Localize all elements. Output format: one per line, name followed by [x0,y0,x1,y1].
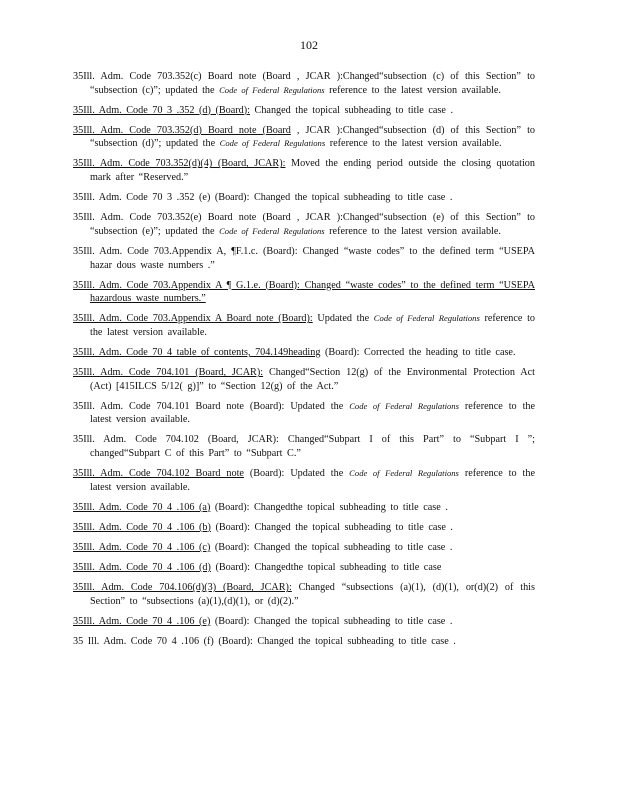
entry-text: 35Ill. Adm. Code 704.102 (Board, JCAR): Changed“Subpart I of this Part” to “Subpart I ”; changed“Subpart C of this Part” to “Subpart C.” [73,434,535,460]
amendment-entry [73,104,535,118]
entry-text: Changed“Section 12(g) of the Environmental Protection Act (Act) [415ILCS 5/12( g)]” to “Section 12(g) of the Act.” [90,367,536,392]
entry-text: 35Ill. Adm. Code 703.352(e) Board note (Board , JCAR ):Changed“subsection (e) of this Section” to “subsection (e)”; updated the [73,212,535,237]
amendment-entry [73,279,535,306]
amendment-entry [73,70,535,97]
entry-text: (Board): Changed the topical subheading to title case . [210,542,453,554]
entry-text: 35Ill. Adm. Code 703.Appendix A, ¶F.1.c. (Board): Changed “waste codes” to the defined term “USEPA hazar dous waste numbers .” [73,245,535,271]
underlined-text: 35Ill. Adm. Code 703.352(d)(4) (Board, JCAR): [73,158,286,170]
cfr-citation: Code of Federal Regulations [219,84,325,95]
entry-text: reference to the latest version available. [90,468,535,493]
entry-text: (Board): Changed the topical subheading to title case . [210,615,453,627]
underlined-text: 35Ill. Adm. Code 704.106(d)(3) (Board, JCAR): [73,582,292,594]
amendment-entry [73,501,535,515]
entry-text: (Board): Updated the [243,468,350,480]
underlined-text: 35Ill. Adm. Code 70 4 .106 (d) [73,562,211,574]
underlined-text: 35Ill. Adm. Code 704.102 Board note [73,468,244,480]
underlined-text: 35Ill. Adm. Code 703.352(d) Board note (Board [73,124,291,136]
entry-text: 35Ill. Adm. Code 704.101 Board note (Board): Updated the [73,400,350,412]
entry-text: reference to the latest version available. [325,138,502,150]
cfr-citation: Code of Federal Regulations [219,225,325,236]
entry-text: (Board): Corrected the heading to title case. [320,347,516,358]
entry-text: Changed “subsections (a)(1), (d)(1), or(d)(2) of this Section” to “subsections (a)(1),(d)(1), or (d)(2).” [90,582,535,607]
amendment-entry [73,467,535,494]
page-number: 102 [300,38,318,52]
entry-text: 35Ill. Adm. Code 70 3 .352 (e) (Board): Changed the topical subheading to title case . [73,192,453,204]
amendment-entry [73,400,535,427]
entry-text: reference to the latest version available. [324,84,501,96]
cfr-citation: Code of Federal Regulations [349,468,459,479]
entry-text: Changed the topical subheading to title case . [249,104,453,116]
amendment-entry [73,157,535,184]
amendment-entry [73,366,535,393]
amendment-entry [73,211,535,238]
amendment-entry [73,191,535,205]
underlined-text: 35Ill. Adm. Code 70 4 table of contents, 704.149heading [73,347,321,358]
amendment-entry [73,312,535,339]
amendment-entry [73,541,535,555]
cfr-citation: Code of Federal Regulations [373,313,480,324]
cfr-citation: Code of Federal Regulations [219,138,326,149]
entry-text: Moved the ending period outside the closing quotation mark after “Reserved.” [90,158,535,184]
amendment-entry [73,346,535,360]
cfr-citation: Code of Federal Regulations [349,400,459,411]
entry-text: (Board): Changedthe topical subheading to title case . [210,501,448,513]
amendment-entry [73,615,535,629]
entry-text: reference to the latest version available. [90,400,536,426]
amendment-entry [73,124,535,151]
underlined-text: 35Ill. Adm. Code 704.101 (Board, JCAR): [73,367,264,379]
entry-text: 35 Ill. Adm. Code 70 4 .106 (f) (Board): Changed the topical subheading to title case . [73,636,456,647]
underlined-text: 35Ill. Adm. Code 703.Appendix A Board note (Board): [73,313,313,325]
underlined-text: 35Ill. Adm. Code 703.Appendix A ¶ G.1.e. (Board): [73,279,300,291]
entry-text: reference to the latest version available. [324,225,501,237]
amendment-entry [73,581,535,608]
amendment-entry [73,245,535,272]
entry-text: Updated the [312,313,374,325]
underlined-text: 35Ill. Adm. Code 70 4 .106 (e) [73,615,211,627]
underlined-text: 35Ill. Adm. Code 70 4 .106 (a) [73,501,211,513]
amendment-entry [73,521,535,535]
entry-text: reference to the latest version available. [90,313,535,338]
amendment-entry [73,635,535,649]
entry-text: (Board): Changed the topical subheading to title case . [210,521,453,533]
amendment-entry [73,433,535,460]
amendment-list [73,70,535,655]
entry-text: , JCAR ):Changed“subsection (d) of this Section” to “subsection (d)”; updated the [90,124,535,150]
amendment-entry [73,561,535,575]
underlined-text: Changed “waste codes” to the defined term “USEPA hazardous waste numbers.” [90,279,535,305]
underlined-text: 35Ill. Adm. Code 70 4 .106 (c) [73,542,211,554]
underlined-text: 35Ill. Adm. Code 70 4 .106 (b) [73,521,211,533]
underlined-text: 35Ill. Adm. Code 70 3 .352 (d) (Board): [73,104,250,116]
entry-text: 35Ill. Adm. Code 703.352(c) Board note (Board , JCAR ):Changed“subsection (c) of this Section” to “subsection (c)”; updated the [73,71,535,96]
entry-text: (Board): Changedthe topical subheading to title case [210,562,442,574]
